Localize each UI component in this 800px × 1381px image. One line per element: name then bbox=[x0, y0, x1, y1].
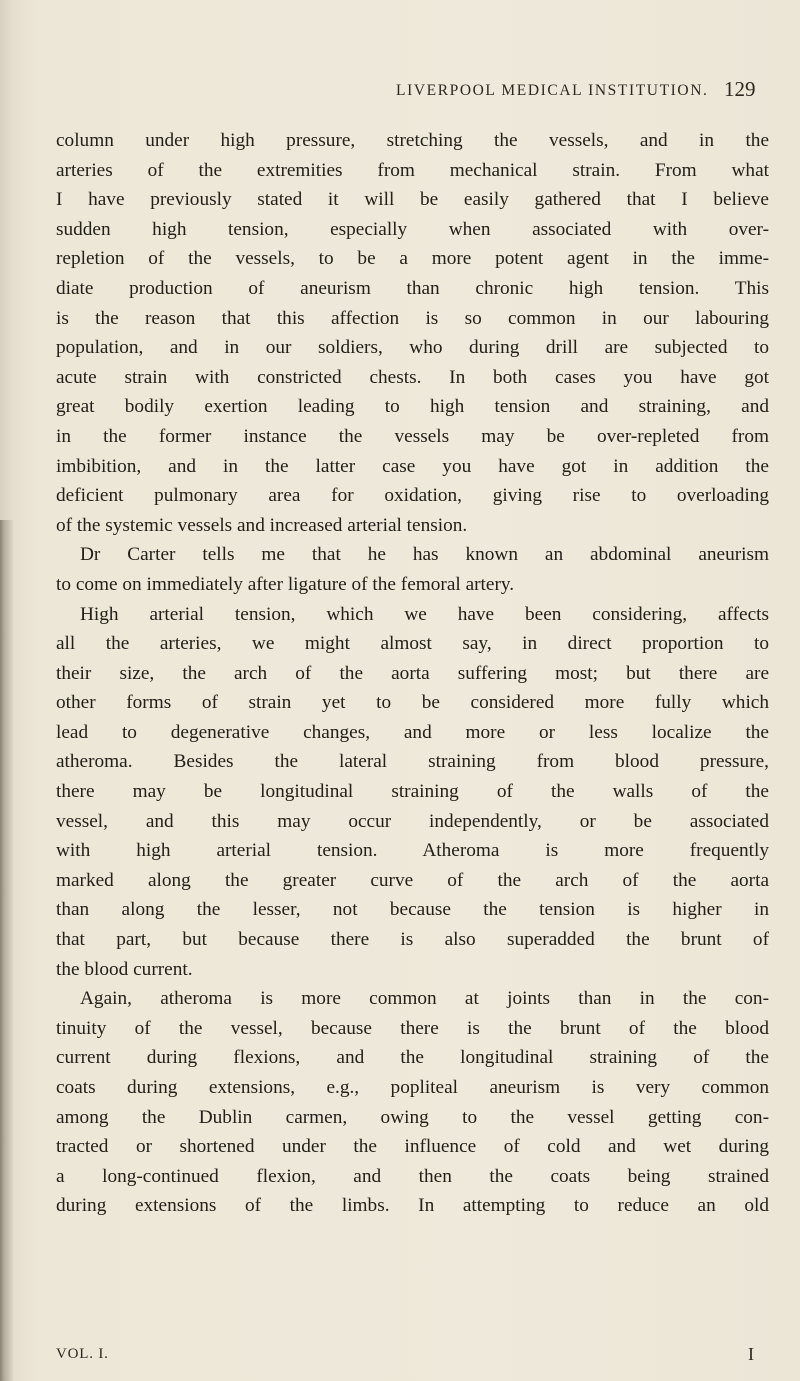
text-line: a long-continued flexion, and then the coats being strained bbox=[56, 1165, 769, 1187]
paragraph bbox=[56, 540, 769, 599]
text-line: Dr Carter tells me that he has known an abdominal aneurism bbox=[80, 544, 769, 566]
text-line: arteries of the extremities from mechanical strain. From what bbox=[56, 159, 769, 181]
text-line: atheroma. Besides the lateral straining from blood pressure, bbox=[56, 751, 769, 773]
text-line: of the systemic vessels and increased arterial tension. bbox=[56, 514, 468, 536]
text-line: great bodily exertion leading to high tension and straining, and bbox=[56, 396, 769, 418]
text-line: vessel, and this may occur independently, or be associated bbox=[56, 810, 769, 832]
text-line: other forms of strain yet to be considered more fully which bbox=[56, 692, 769, 714]
text-line: their size, the arch of the aorta suffering most; but there are bbox=[56, 662, 769, 684]
text-line: imbibition, and in the latter case you have got in addition the bbox=[56, 455, 769, 477]
volume-mark: VOL. I. bbox=[56, 1346, 109, 1362]
text-line: population, and in our soldiers, who during drill are subjected to bbox=[56, 337, 769, 359]
text-line: marked along the greater curve of the arch of the aorta bbox=[56, 869, 769, 891]
running-head: LIVERPOOL MEDICAL INSTITUTION. bbox=[396, 82, 709, 99]
text-line: sudden high tension, especially when associated with over- bbox=[56, 218, 769, 240]
text-line: tracted or shortened under the influence of cold and wet during bbox=[56, 1136, 769, 1158]
text-line: all the arteries, we might almost say, in direct proportion to bbox=[56, 633, 769, 655]
paragraph bbox=[56, 600, 769, 985]
text-line: that part, but because there is also superadded the brunt of bbox=[56, 929, 769, 951]
text-line: the blood current. bbox=[56, 958, 193, 980]
body-text bbox=[56, 126, 769, 1221]
text-line: column under high pressure, stretching the vessels, and in the bbox=[56, 130, 769, 151]
text-line: with high arterial tension. Atheroma is more frequently bbox=[56, 840, 769, 862]
text-line: coats during extensions, e.g., popliteal aneurism is very common bbox=[56, 1077, 769, 1098]
text-line: I have previously stated it will be easily gathered that I believe bbox=[56, 189, 769, 211]
page-number: 129 bbox=[724, 77, 756, 101]
text-line: High arterial tension, which we have been considering, affects bbox=[80, 603, 769, 625]
text-line: among the Dublin carmen, owing to the vessel getting con- bbox=[56, 1106, 769, 1128]
text-line: lead to degenerative changes, and more or less localize the bbox=[56, 721, 769, 743]
text-line: current during flexions, and the longitudinal straining of the bbox=[56, 1047, 769, 1069]
text-line: Again, atheroma is more common at joints than in the con- bbox=[80, 988, 769, 1010]
text-line: there may be longitudinal straining of the walls of the bbox=[56, 781, 769, 803]
signature-mark: I bbox=[748, 1344, 754, 1364]
text-line: tinuity of the vessel, because there is the brunt of the blood bbox=[56, 1017, 769, 1039]
paragraph bbox=[56, 126, 769, 540]
text-line: acute strain with constricted chests. In both cases you have got bbox=[56, 366, 769, 388]
text-line: during extensions of the limbs. In attempting to reduce an old bbox=[56, 1195, 769, 1217]
text-line: deficient pulmonary area for oxidation, giving rise to overloading bbox=[56, 485, 769, 507]
paragraph bbox=[56, 984, 769, 1221]
text-line: diate production of aneurism than chronic high tension. This bbox=[56, 277, 769, 299]
text-line: in the former instance the vessels may be over-repleted from bbox=[56, 425, 769, 447]
text-line: to come on immediately after ligature of the femoral artery. bbox=[56, 573, 515, 595]
text-line: than along the lesser, not because the tension is higher in bbox=[56, 899, 769, 921]
text-line: repletion of the vessels, to be a more potent agent in the imme- bbox=[56, 248, 769, 270]
text-line: is the reason that this affection is so common in our labouring bbox=[56, 307, 769, 329]
binding-gutter-shadow bbox=[0, 520, 14, 1381]
